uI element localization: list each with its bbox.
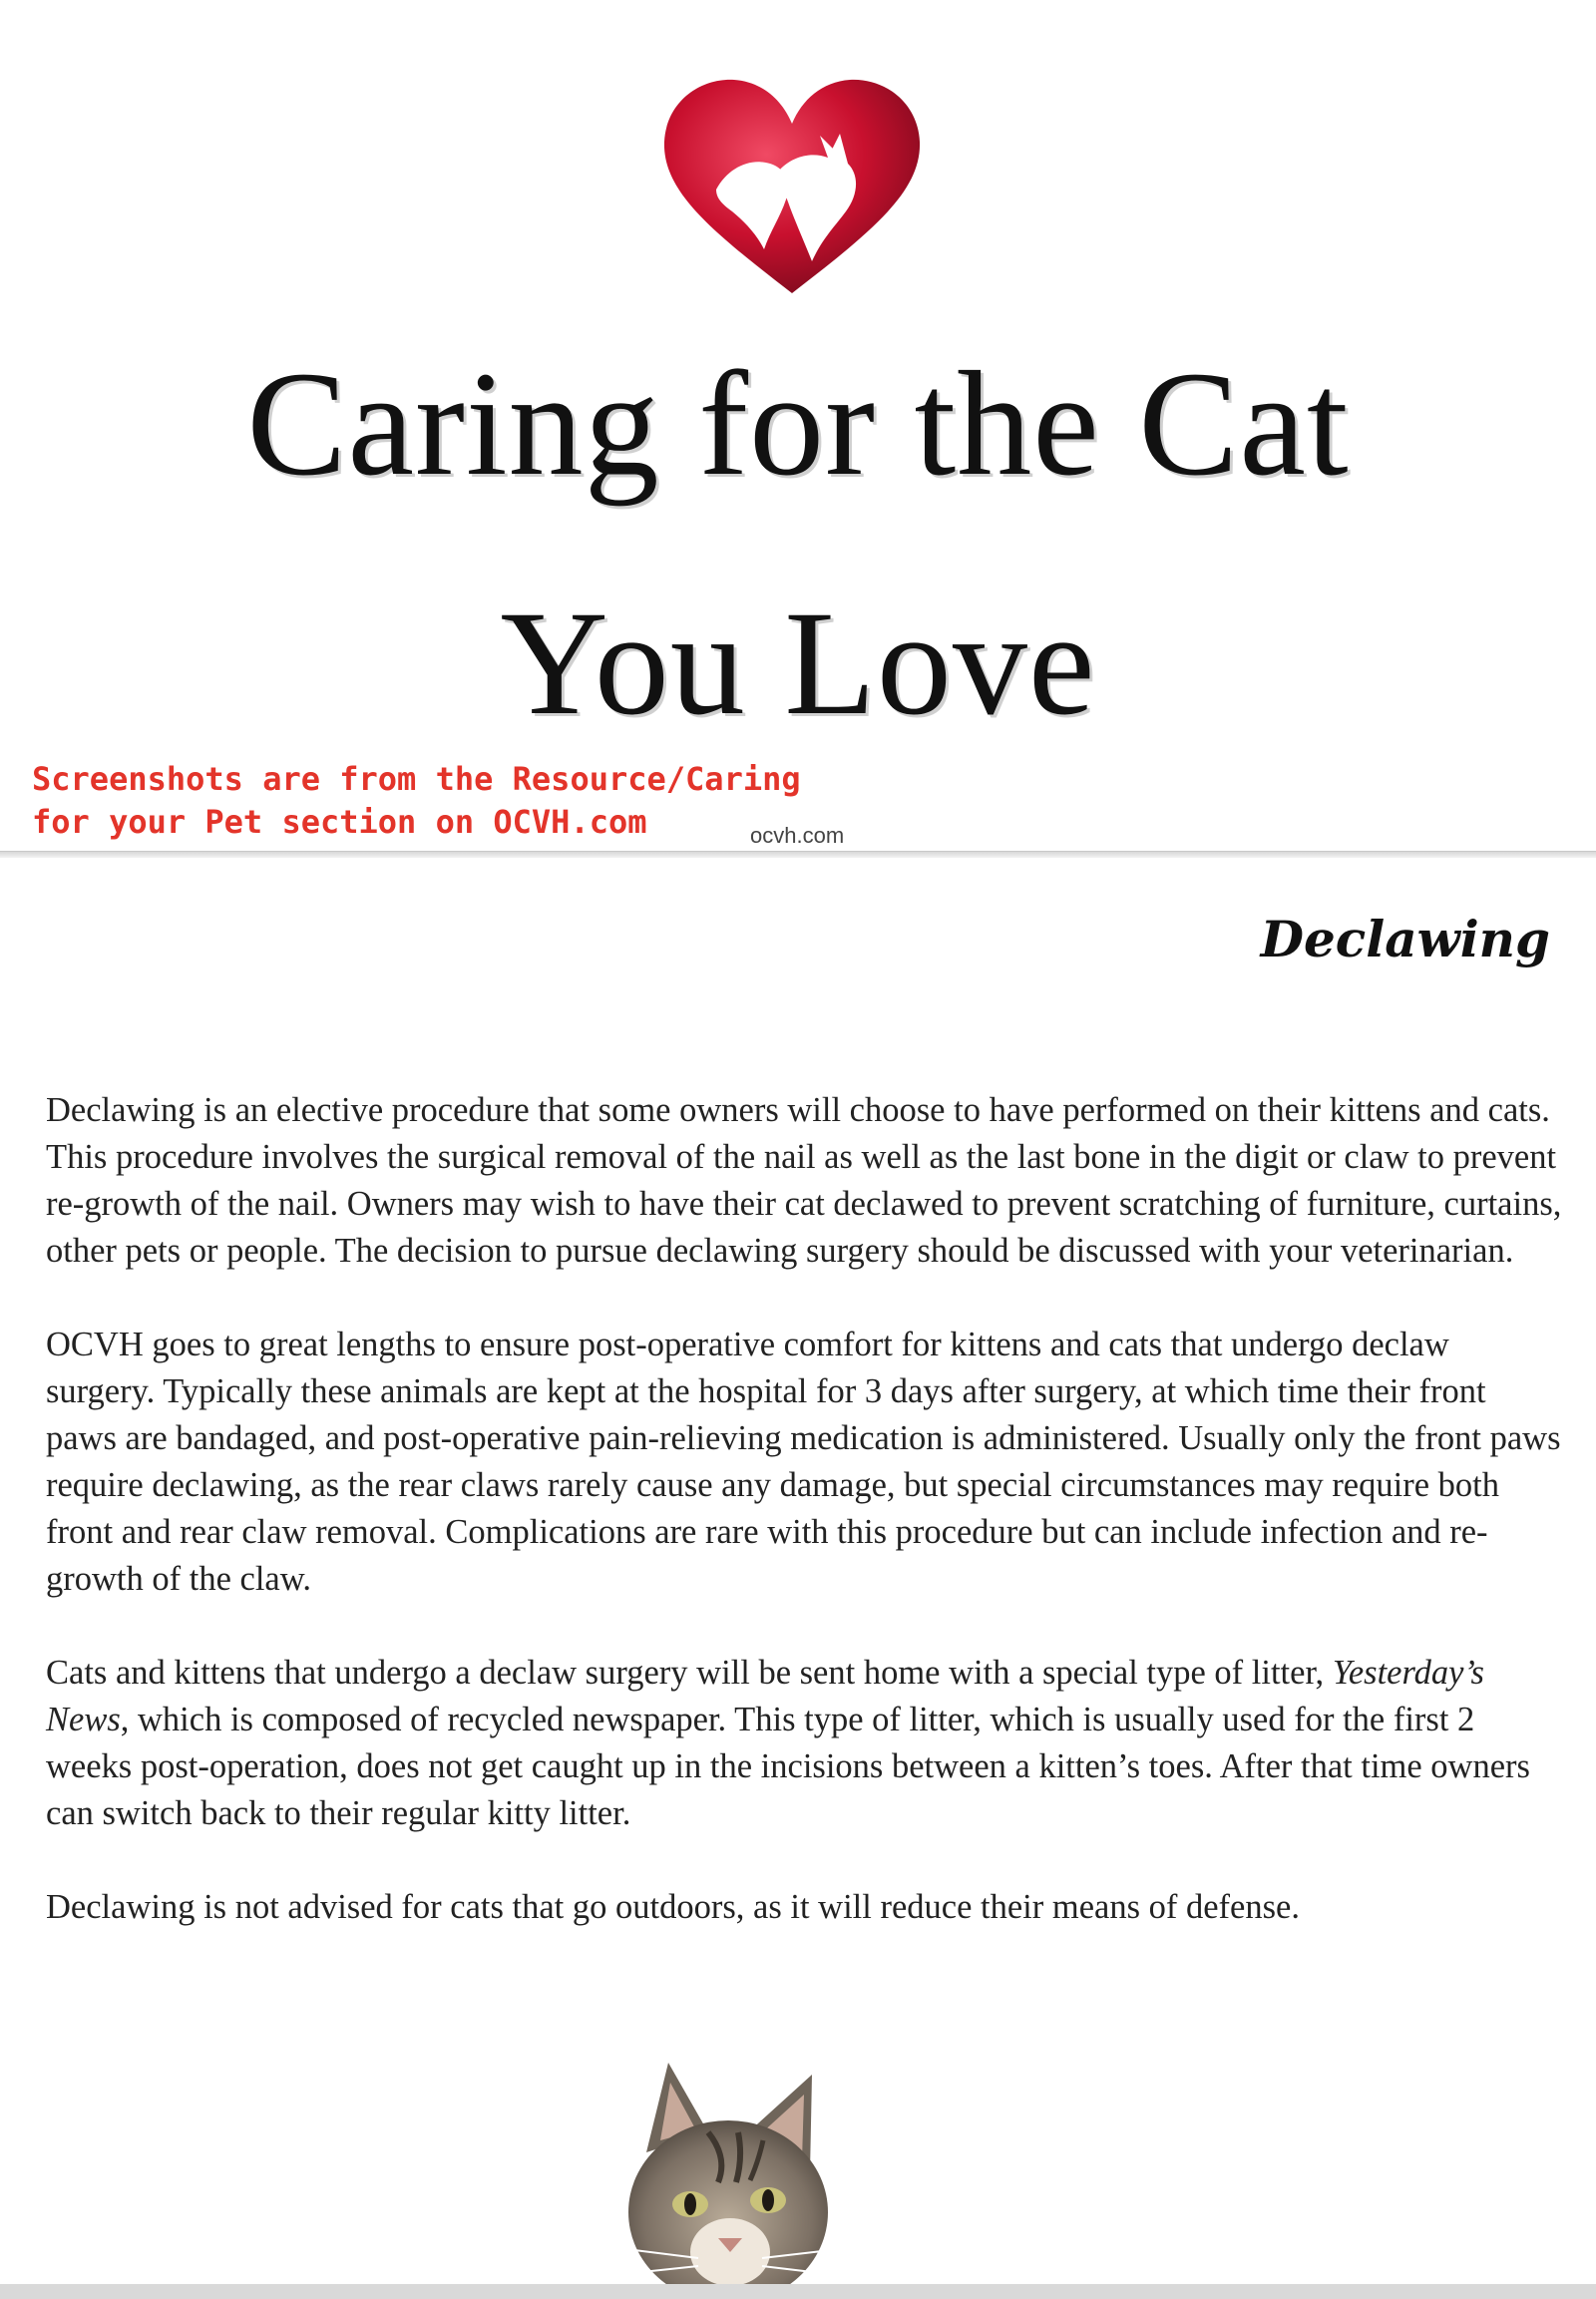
cat-photo	[598, 2063, 858, 2299]
paragraph-1: Declawing is an elective procedure that some owners will choose to have performed on their kittens and cats. This procedure involves the surgical removal of the nail as well as the last bone in the digit or claw to prevent re-growth of the nail. Owners may wish to have their cat declawed to prevent scratching of furniture, curtains, other pets or people. The decision to pursue declawing surgery should be discussed with your veterinarian.	[46, 1091, 1562, 1270]
paragraph-3-start: Cats and kittens that undergo a declaw surgery will be sent home with a special type of litter,	[46, 1654, 1333, 1692]
paragraph-2: OCVH goes to great lengths to ensure post-operative comfort for kittens and cats that undergo declaw surgery. Typically these animals are kept at the hospital for 3 days after surgery, at which time their front paws are bandaged, and post-operative pain-relieving medication is administered. Usually only the front paws require declawing, as the rear claws rarely cause any damage, but special circumstances may require both front and rear claw removal. Complications are rare with this procedure but can include infection and re-growth of the claw.	[46, 1326, 1561, 1598]
annotation-note	[32, 758, 801, 844]
product-name: Yesterday’s News	[46, 1654, 1484, 1738]
paragraph-4: Declawing is not advised for cats that go outdoors, as it will reduce their means of defense.	[46, 1888, 1300, 1926]
site-url-label: ocvh.com	[750, 823, 845, 848]
heart-pet-logo-icon	[652, 72, 932, 301]
article-body	[46, 1087, 1562, 1978]
paragraph-3	[46, 1650, 1562, 1837]
cover-title-line-2: You Love	[500, 580, 1096, 746]
annotation-note-line-1: Screenshots are from the Resource/Caring	[32, 760, 801, 798]
paragraph-3-end: , which is composed of recycled newspaper. This type of litter, which is usually used for the first 2 weeks post-operation, does not get caught up in the incisions between a kitten’s toes. After that time owners can switch back to their regular kitty litter.	[46, 1701, 1530, 1832]
bottom-clipped-bar	[0, 2284, 1596, 2299]
cover-title-line-1: Caring for the Cat	[246, 341, 1350, 507]
page-divider	[0, 851, 1596, 858]
article-heading: Declawing	[1260, 910, 1550, 968]
annotation-note-line-2: for your Pet section on OCVH.com	[32, 803, 647, 841]
